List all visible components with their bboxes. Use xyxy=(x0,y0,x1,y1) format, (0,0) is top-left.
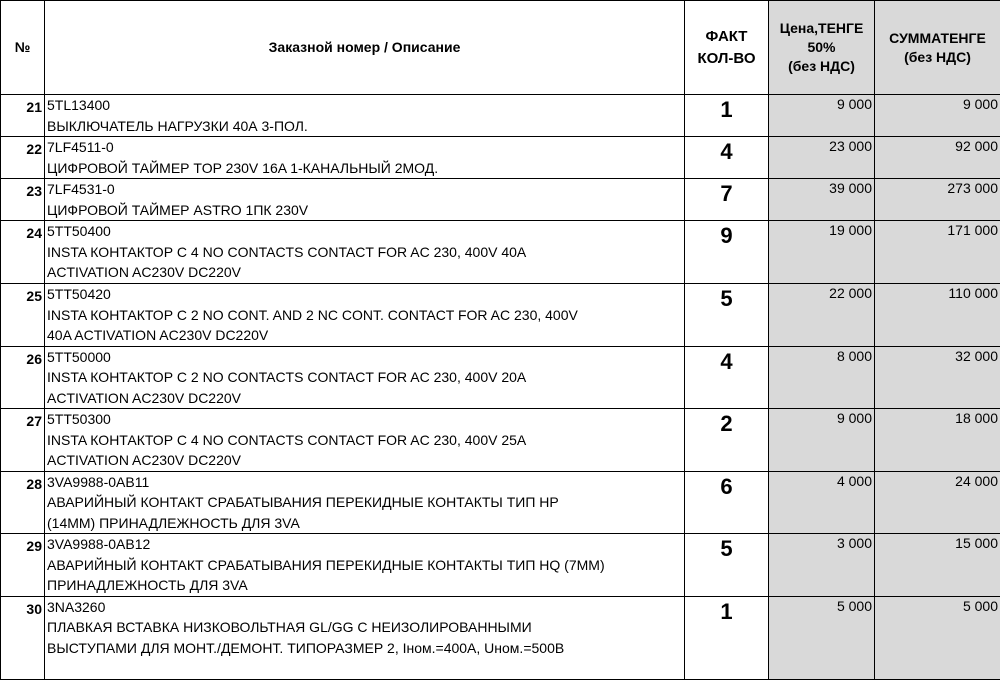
row-description xyxy=(45,284,685,347)
order-code: 3VA9988-0AB11 xyxy=(47,472,684,493)
description-line: ПРИНАДЛЕЖНОСТЬ ДЛЯ 3VA xyxy=(47,575,684,596)
table-row xyxy=(1,346,1000,409)
table-row xyxy=(1,284,1000,347)
header-quantity-line1: ФАКТ xyxy=(685,26,768,48)
header-sum-line1: СУММАТЕНГЕ xyxy=(875,29,1000,48)
row-number: 26 xyxy=(1,346,45,409)
description-line: INSTA КОНТАКТОР С 4 NO CONTACTS CONTACT FOR AC 230, 400V 25A xyxy=(47,430,684,451)
table-row xyxy=(1,95,1000,137)
row-price: 19 000 xyxy=(769,221,875,284)
row-price: 8 000 xyxy=(769,346,875,409)
row-description xyxy=(45,221,685,284)
row-number: 21 xyxy=(1,95,45,137)
description-line: (14ММ) ПРИНАДЛЕЖНОСТЬ ДЛЯ 3VA xyxy=(47,513,684,534)
row-quantity: 5 xyxy=(685,534,769,597)
table-row xyxy=(1,137,1000,179)
order-code: 3NA3260 xyxy=(47,597,684,618)
row-price: 9 000 xyxy=(769,409,875,472)
row-quantity: 4 xyxy=(685,137,769,179)
row-number: 22 xyxy=(1,137,45,179)
description-line: INSTA КОНТАКТОР С 2 NO CONTACTS CONTACT FOR AC 230, 400V 20A xyxy=(47,367,684,388)
table-body xyxy=(1,95,1000,680)
row-price: 5 000 xyxy=(769,596,875,679)
order-code: 5TT50420 xyxy=(47,284,684,305)
order-code: 3VA9988-0AB12 xyxy=(47,534,684,555)
row-sum: 171 000 xyxy=(875,221,1000,284)
description-line: ВЫКЛЮЧАТЕЛЬ НАГРУЗКИ 40А 3-ПОЛ. xyxy=(47,116,684,137)
description-line: INSTA КОНТАКТОР С 4 NO CONTACTS CONTACT FOR AC 230, 400V 40A xyxy=(47,242,684,263)
row-number: 28 xyxy=(1,471,45,534)
header-description: Заказной номер / Описание xyxy=(45,1,685,95)
order-code: 7LF4511-0 xyxy=(47,137,684,158)
header-price-line3: (без НДС) xyxy=(769,57,874,76)
header-number: № xyxy=(1,1,45,95)
row-description xyxy=(45,596,685,679)
row-price: 9 000 xyxy=(769,95,875,137)
order-code: 7LF4531-0 xyxy=(47,179,684,200)
row-description xyxy=(45,534,685,597)
table-row xyxy=(1,179,1000,221)
row-number: 27 xyxy=(1,409,45,472)
description-line: ACTIVATION AC230V DC220V xyxy=(47,450,684,471)
row-sum: 110 000 xyxy=(875,284,1000,347)
header-price xyxy=(769,1,875,95)
row-price: 23 000 xyxy=(769,137,875,179)
row-description xyxy=(45,409,685,472)
row-sum: 32 000 xyxy=(875,346,1000,409)
header-sum xyxy=(875,1,1000,95)
description-line: ACTIVATION AC230V DC220V xyxy=(47,262,684,283)
row-price: 22 000 xyxy=(769,284,875,347)
row-description xyxy=(45,471,685,534)
order-code: 5TT50000 xyxy=(47,347,684,368)
row-description xyxy=(45,346,685,409)
description-line: ACTIVATION AC230V DC220V xyxy=(47,388,684,409)
table-row xyxy=(1,534,1000,597)
header-quantity xyxy=(685,1,769,95)
row-quantity: 7 xyxy=(685,179,769,221)
table-row xyxy=(1,409,1000,472)
row-quantity: 5 xyxy=(685,284,769,347)
table-row xyxy=(1,221,1000,284)
header-price-line2: 50% xyxy=(769,38,874,57)
row-quantity: 1 xyxy=(685,95,769,137)
order-code: 5TL13400 xyxy=(47,95,684,116)
description-line: ЦИФРОВОЙ ТАЙМЕР ASTRO 1ПК 230V xyxy=(47,200,684,221)
row-sum: 18 000 xyxy=(875,409,1000,472)
row-quantity: 6 xyxy=(685,471,769,534)
description-line: ЦИФРОВОЙ ТАЙМЕР TOP 230V 16A 1-КАНАЛЬНЫЙ 2МОД. xyxy=(47,158,684,179)
order-code: 5TT50300 xyxy=(47,409,684,430)
header-quantity-line2: КОЛ-ВО xyxy=(685,48,768,70)
row-description xyxy=(45,179,685,221)
row-description xyxy=(45,95,685,137)
row-quantity: 4 xyxy=(685,346,769,409)
row-description xyxy=(45,137,685,179)
description-line: АВАРИЙНЫЙ КОНТАКТ СРАБАТЫВАНИЯ ПЕРЕКИДНЫЕ КОНТАКТЫ ТИП HQ (7ММ) xyxy=(47,555,684,576)
description-line: АВАРИЙНЫЙ КОНТАКТ СРАБАТЫВАНИЯ ПЕРЕКИДНЫЕ КОНТАКТЫ ТИП HP xyxy=(47,492,684,513)
description-line: 40A ACTIVATION AC230V DC220V xyxy=(47,325,684,346)
table-row xyxy=(1,471,1000,534)
header-price-line1: Цена,ТЕНГЕ xyxy=(769,19,874,38)
row-sum: 5 000 xyxy=(875,596,1000,679)
header-sum-line2: (без НДС) xyxy=(875,48,1000,67)
row-number: 30 xyxy=(1,596,45,679)
description-line: INSTA КОНТАКТОР С 2 NO CONT. AND 2 NC CONT. CONTACT FOR AC 230, 400V xyxy=(47,305,684,326)
row-price: 4 000 xyxy=(769,471,875,534)
table-row xyxy=(1,596,1000,679)
row-number: 23 xyxy=(1,179,45,221)
header-row xyxy=(1,1,1000,95)
row-number: 25 xyxy=(1,284,45,347)
description-line: ВЫСТУПАМИ ДЛЯ МОНТ./ДЕМОНТ. ТИПОРАЗМЕР 2, Iном.=400А, Uном.=500В xyxy=(47,638,684,659)
row-sum: 9 000 xyxy=(875,95,1000,137)
row-sum: 92 000 xyxy=(875,137,1000,179)
row-sum: 24 000 xyxy=(875,471,1000,534)
row-sum: 273 000 xyxy=(875,179,1000,221)
row-quantity: 9 xyxy=(685,221,769,284)
order-code: 5TT50400 xyxy=(47,221,684,242)
row-number: 29 xyxy=(1,534,45,597)
row-price: 3 000 xyxy=(769,534,875,597)
row-number: 24 xyxy=(1,221,45,284)
row-price: 39 000 xyxy=(769,179,875,221)
row-quantity: 1 xyxy=(685,596,769,679)
row-sum: 15 000 xyxy=(875,534,1000,597)
row-quantity: 2 xyxy=(685,409,769,472)
description-line: ПЛАВКАЯ ВСТАВКА НИЗКОВОЛЬТНАЯ GL/GG С НЕИЗОЛИРОВАННЫМИ xyxy=(47,617,684,638)
